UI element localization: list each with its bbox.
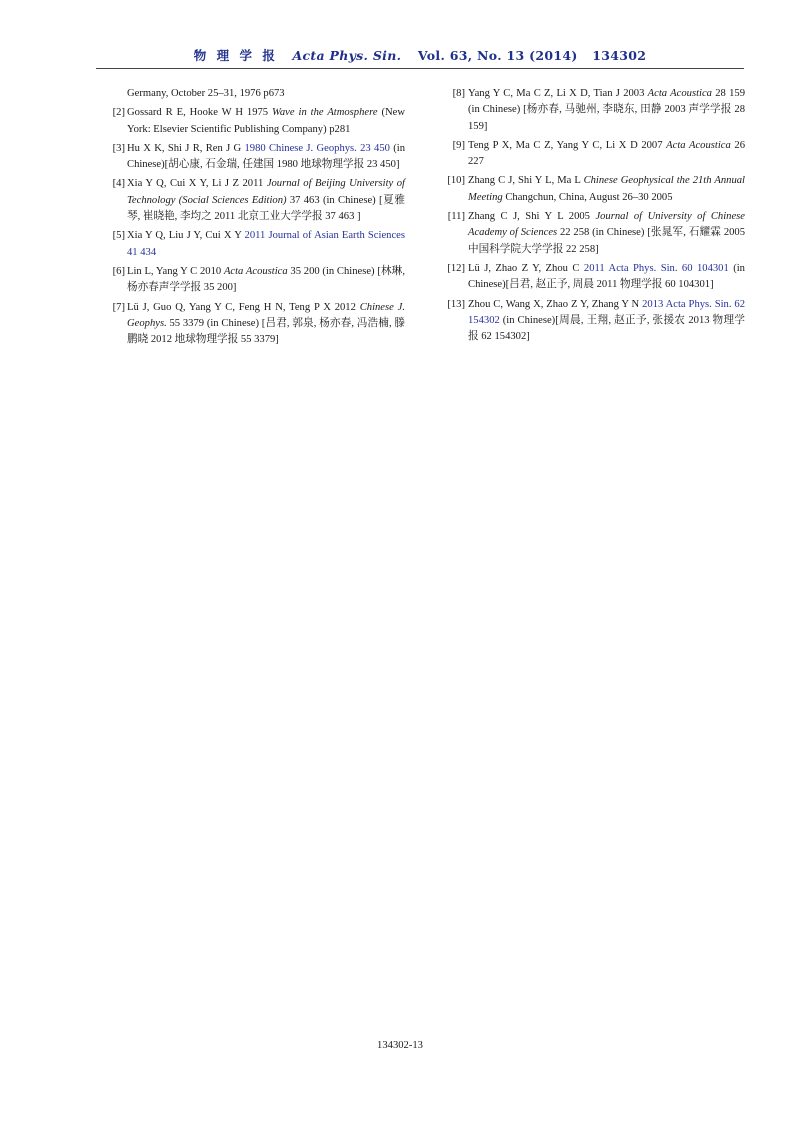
article-number: 134302 [592, 48, 647, 63]
reference-authors: Teng P X, Ma C Z, Yang Y C, Li X D 2007 [468, 139, 667, 151]
reference-item [440, 173, 745, 206]
reference-link[interactable]: 2011 Acta Phys. Sin. 60 104301 [583, 262, 729, 274]
reference-item [103, 264, 405, 297]
reference-authors: Xia Y Q, Cui X Y, Li J Z 2011 [127, 178, 267, 190]
references-right-column [440, 86, 745, 348]
reference-number: [3] [112, 142, 125, 154]
reference-authors: Gossard R E, Hooke W H 1975 [127, 107, 273, 119]
reference-authors: Zhang C J, Shi Y L 2005 [468, 211, 596, 223]
reference-number: [6] [112, 265, 125, 277]
reference-text: Germany, October 25–31, 1976 p673 [127, 88, 285, 99]
reference-number: [7] [112, 301, 125, 313]
references-left-column [103, 86, 405, 351]
reference-authors: Lin L, Yang Y C 2010 [127, 265, 224, 277]
journal-name-english: Acta Phys. Sin. [292, 48, 402, 63]
page-number: 134302-13 [377, 1040, 423, 1051]
volume-info: Vol. 63, No. 13 (2014) [417, 48, 578, 63]
reference-details: 35 200 (in Chinese) [林琳, 杨亦春声学学报 35 200] [127, 265, 405, 294]
reference-details: 22 258 (in Chinese) [张晁军, 石耀霖 2005 中国科学院大学学报 22 258] [468, 227, 746, 255]
reference-item [103, 141, 405, 174]
reference-item [440, 261, 745, 294]
reference-number: [13] [447, 298, 465, 310]
reference-item [103, 86, 405, 102]
reference-details: (in Chinese)[胡心康, 石金瑞, 任建国 1980 地球物理学报 23 450] [127, 142, 405, 171]
reference-link[interactable]: 2011 Journal of Asian Earth Sciences 41 434 [127, 230, 405, 258]
reference-item [103, 176, 405, 225]
reference-item [440, 138, 745, 171]
reference-number: [5] [112, 230, 125, 242]
reference-title: Wave in the Atmosphere [272, 107, 378, 119]
reference-journal: Journal of Beijing University of Technology (Social Sciences Edition) [127, 178, 405, 206]
reference-authors: Xia Y Q, Liu J Y, Cui X Y [127, 230, 245, 242]
reference-item [440, 209, 745, 258]
journal-name-chinese: 物 理 学 报 [193, 48, 278, 63]
reference-item [440, 297, 745, 346]
reference-authors: Hu X K, Shi J R, Ren J G [127, 142, 245, 154]
reference-number: [2] [112, 107, 125, 119]
reference-details: 37 463 (in Chinese) [夏雅琴, 崔晓艳, 李均之 2011 北京工业大学学报 37 463 ] [127, 194, 406, 223]
reference-journal: Chinese Geophysical the 21th Annual Meeting [468, 175, 745, 203]
reference-number: [9] [452, 139, 465, 151]
reference-journal: Acta Acoustica [647, 88, 712, 99]
reference-authors: Zhang C J, Shi Y L, Ma L [468, 175, 584, 187]
reference-journal: Chinese J. Geophys. [127, 301, 405, 329]
reference-journal: Acta Acoustica [666, 139, 731, 151]
running-header [96, 46, 744, 69]
reference-details: (in Chinese)[周晨, 王翔, 赵正予, 张援农 2013 物理学报 62 154302] [468, 314, 745, 343]
reference-details: 26 227 [468, 139, 745, 168]
reference-details: (New York: Elsevier Scientific Publishing Company) p281 [127, 107, 405, 135]
reference-number: [10] [447, 175, 465, 187]
reference-details: (in Chinese)[吕君, 赵正予, 周晨 2011 物理学报 60 104301] [468, 262, 745, 291]
reference-authors: Lü J, Zhao Z Y, Zhou C [468, 262, 584, 274]
reference-number: [4] [112, 178, 125, 190]
reference-link[interactable]: 2013 Acta Phys. Sin. 62 154302 [468, 298, 746, 326]
reference-item [440, 86, 745, 135]
reference-authors: Yang Y C, Ma C Z, Li X D, Tian J 2003 [468, 88, 648, 99]
reference-journal: Acta Acoustica [223, 265, 288, 277]
reference-authors: Zhou C, Wang X, Zhao Z Y, Zhang Y N [468, 298, 643, 310]
reference-link[interactable]: 1980 Chinese J. Geophys. 23 450 [244, 142, 390, 154]
reference-details: Changchun, China, August 26–30 2005 [502, 191, 673, 203]
reference-details: 28 159 (in Chinese) [杨亦春, 马驰州, 李晓东, 田静 2003 声学学报 28 159] [468, 88, 745, 132]
reference-journal: Journal of University of Chinese Academy of Sciences [468, 211, 745, 239]
reference-details: 55 3379 (in Chinese) [吕君, 郭泉, 杨亦春, 冯浩楠, 滕鹏晓 2012 地球物理学报 55 3379] [127, 317, 405, 346]
reference-item [103, 105, 405, 138]
reference-item [103, 300, 405, 349]
reference-number: [12] [447, 262, 465, 274]
reference-authors: Lü J, Guo Q, Yang Y C, Feng H N, Teng P X 2012 [127, 301, 360, 313]
reference-item [103, 228, 405, 261]
reference-number: [11] [447, 211, 465, 223]
reference-number: [8] [452, 88, 465, 99]
